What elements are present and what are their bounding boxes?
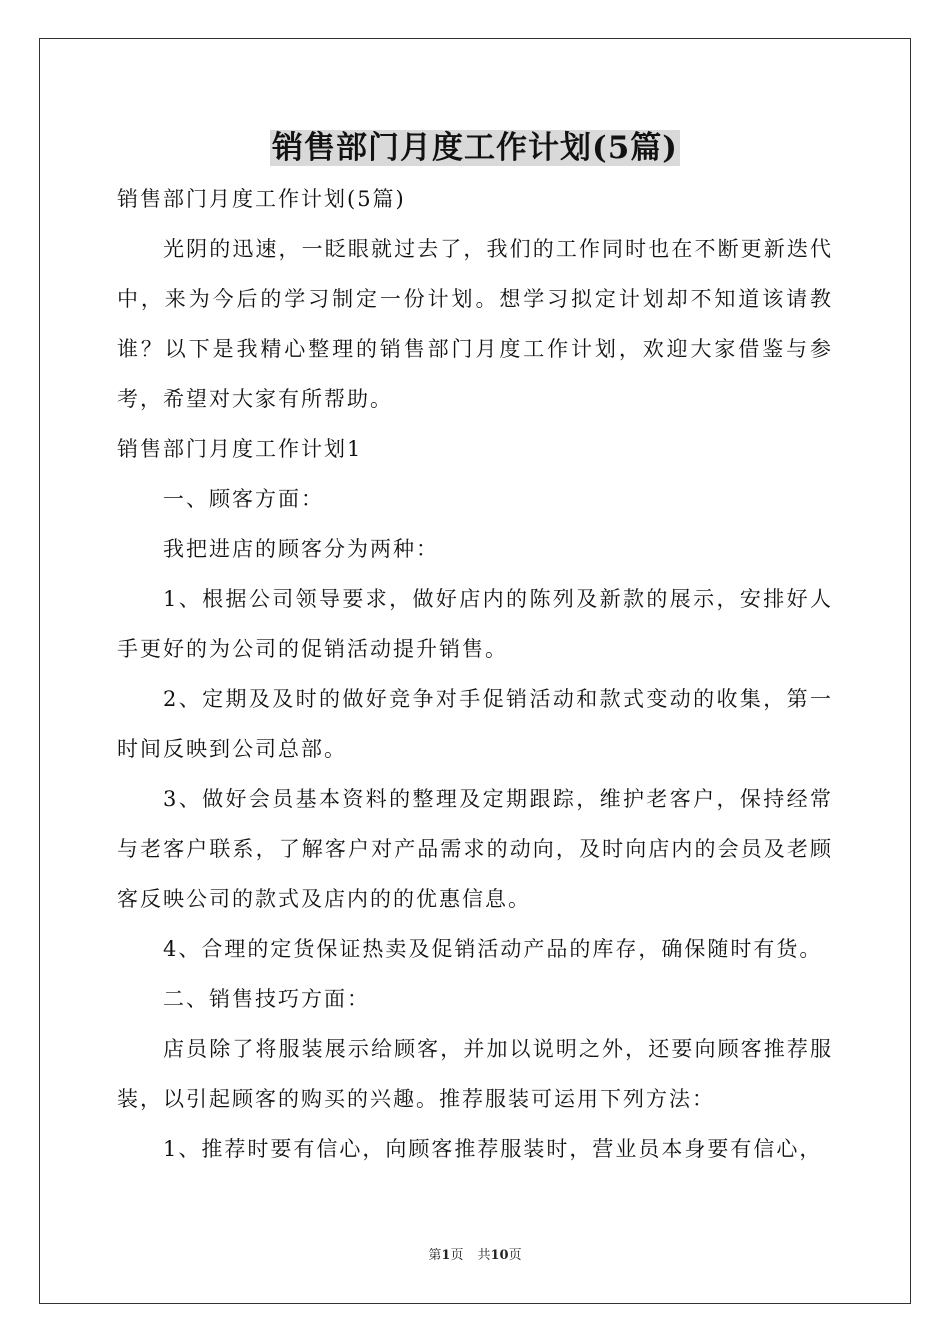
paragraph-intro: 光阴的迅速，一眨眼就过去了，我们的工作同时也在不断更新迭代中，来为今后的学习制定一份计划。想学习拟定计划却不知道该请教谁？以下是我精心整理的销售部门月度工作计划，欢迎大家借鉴与参考，希望对大家有所帮助。 — [117, 237, 833, 411]
paragraph: 3、做好会员基本资料的整理及定期跟踪，维护老客户，保持经常与老客户联系，了解客户对产品需求的动向，及时向店内的会员及老顾客反映公司的款式及店内的的优惠信息。 — [117, 787, 833, 911]
paragraph-customer-heading: 一、顾客方面： — [163, 487, 324, 511]
paragraph: 店员除了将服装展示给顾客，并加以说明之外，还要向顾客推荐服装，以引起顾客的购买的兴趣。推荐服装可运用下列方法： — [117, 1037, 833, 1111]
total-prefix: 共 — [477, 1248, 491, 1263]
paragraph: 2、定期及及时的做好竞争对手促销活动和款式变动的收集，第一时间反映到公司总部。 — [117, 687, 833, 761]
total-unit: 页 — [508, 1248, 522, 1263]
page-unit: 页 — [450, 1248, 464, 1263]
document-title-text: 销售部门月度工作计划(5篇) — [272, 130, 678, 166]
document-title — [0, 126, 950, 170]
paragraph: 1、根据公司领导要求，做好店内的陈列及新款的展示，安排好人手更好的为公司的促销活动提升销售。 — [117, 587, 833, 661]
paragraph: 我把进店的顾客分为两种： — [163, 537, 439, 561]
paragraph-subtitle: 销售部门月度工作计划(5篇) — [117, 187, 406, 211]
page-prefix: 第 — [428, 1248, 442, 1263]
page-footer — [0, 1246, 950, 1266]
total-pages: 10 — [490, 1248, 509, 1263]
paragraph: 4、合理的定货保证热卖及促销活动产品的库存，确保随时有货。 — [163, 937, 823, 961]
paragraph: 1、推荐时要有信心，向顾客推荐服装时，营业员本身要有信心， — [163, 1137, 823, 1161]
section-heading: 销售部门月度工作计划1 — [117, 437, 363, 461]
paragraph-sales-heading: 二、销售技巧方面： — [163, 987, 370, 1011]
page-current: 1 — [441, 1248, 451, 1263]
document-body — [117, 174, 833, 1174]
